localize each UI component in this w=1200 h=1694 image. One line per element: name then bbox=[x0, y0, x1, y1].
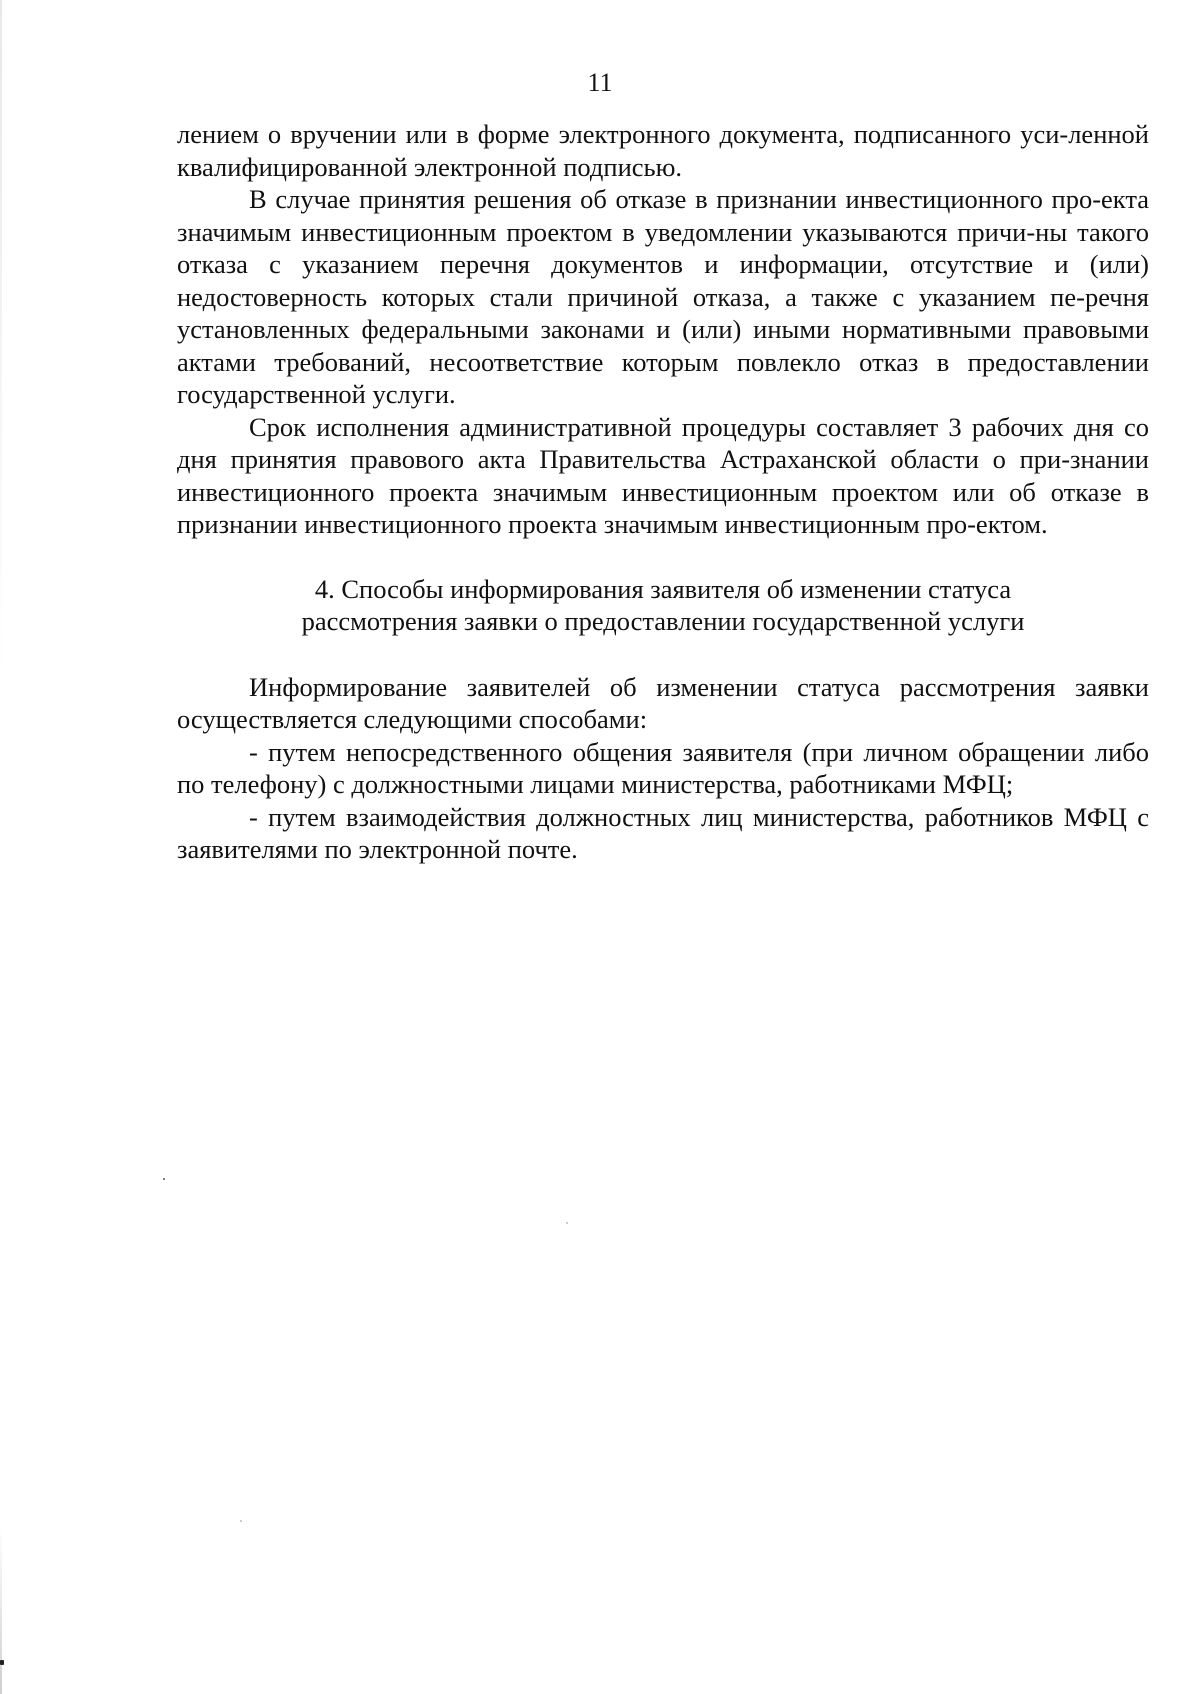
list-item-direct-contact: - путем непосредственного общения заявителя (при личном обращении либо по телефону) с должностными лицами министерства, работниками МФЦ; bbox=[177, 736, 1149, 799]
document-body bbox=[177, 118, 1149, 866]
section-heading bbox=[177, 541, 1149, 671]
scan-speck bbox=[163, 1178, 165, 1180]
section-heading-line-1: 4. Способы информирования заявителя об изменении статуса bbox=[314, 573, 1012, 604]
scan-speck bbox=[566, 1222, 568, 1224]
paragraph-procedure-deadline: Срок исполнения административной процедуры составляет 3 рабочих дня со дня принятия правового акта Правительства Астраханской области о при-знании инвестиционного проекта значимым инвестиционным проектом или об отказе в признании инвестиционного проекта значимым инвестиционным про-ектом. bbox=[177, 411, 1149, 539]
scan-edge-shadow bbox=[0, 0, 2, 1694]
list-item-email-contact: - путем взаимодействия должностных лиц министерства, работников МФЦ с заявителями по электронной почте. bbox=[177, 801, 1149, 864]
scan-speck bbox=[240, 1520, 242, 1522]
paragraph-refusal-notice: В случае принятия решения об отказе в признании инвестиционного про-екта значимым инвестиционным проектом в уведомлении указываются причи-ны такого отказа с указанием перечня документов и информации, отсутствие и (или) недостоверность которых стали причиной отказа, а также с указанием пе-речня установленных федеральными законами и (или) иными нормативными правовыми актами требований, несоответствие которым повлекло отказ в предоставлении государственной услуги. bbox=[177, 184, 1149, 409]
scan-speck bbox=[0, 1660, 4, 1665]
paragraph-informing-methods: Информирование заявителей об изменении статуса рассмотрения заявки осуществляется следующими способами: bbox=[177, 671, 1149, 734]
page-number: 11 bbox=[587, 68, 613, 97]
paragraph-continuation: лением о вручении или в форме электронного документа, подписанного уси-ленной квалифицированной электронной подписью. bbox=[177, 119, 1149, 182]
section-heading-line-2: рассмотрения заявки о предоставлении государственной услуги bbox=[301, 606, 1025, 636]
